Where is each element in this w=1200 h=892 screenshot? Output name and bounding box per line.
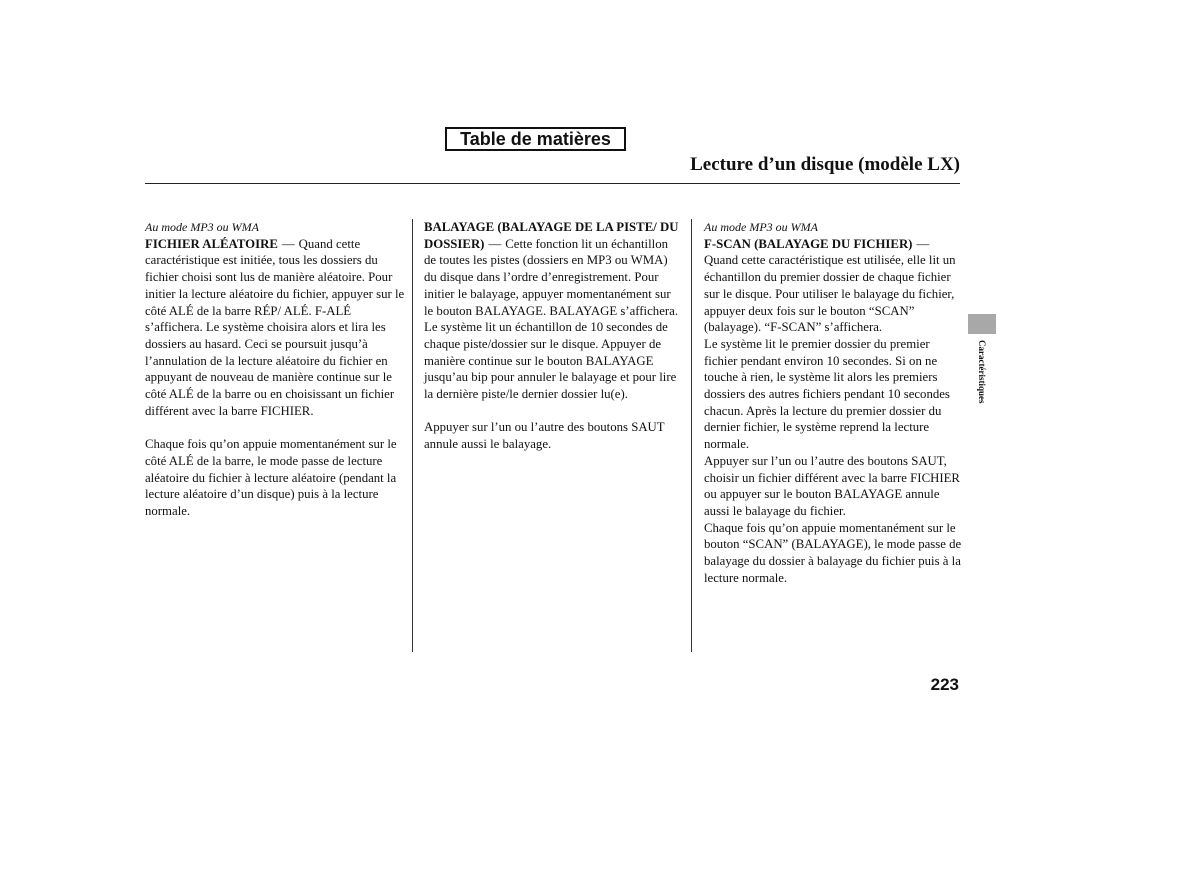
paragraph: Chaque fois qu’on appuie momentanément sur le côté ALÉ de la barre, le mode passe de lecture aléatoire du fichier à lecture aléatoire (pendant la lecture aléatoire d’un disque) puis à la lecture normale. — [145, 437, 397, 518]
column-1 — [145, 219, 407, 520]
mode-label: Au mode MP3 ou WMA — [145, 220, 259, 234]
column-2 — [424, 219, 682, 453]
paragraph: Appuyer sur l’un ou l’autre des boutons SAUT annule aussi le balayage. — [424, 420, 665, 452]
column-divider — [412, 219, 413, 652]
em-dash: — — [916, 236, 930, 251]
paragraph — [424, 219, 682, 403]
section-heading: F-SCAN (BALAYAGE DU FICHIER) — [704, 236, 913, 251]
paragraph — [704, 236, 962, 336]
table-of-contents-button[interactable]: Table de matières — [445, 127, 626, 151]
paragraph-text: Cette fonction lit un échantillon de toutes les pistes (dossiers en MP3 ou WMA) du disque dans l’ordre d’enregistrement. Pour initier le balayage, appuyer momentanément sur le bouton BALAYAGE. BALAYAGE s’affichera. Le système lit un échantillon de 10 secondes de chaque piste/dossier sur le disque. Appuyer de manière continue sur le bouton BALAYAGE jusqu’au bip pour annuler le balayage et pour lire la dernière piste/le dernier dossier lu(e). — [424, 236, 679, 402]
column-divider — [691, 219, 692, 652]
paragraph-text: Quand cette caractéristique est initiée, tous les dossiers du fichier choisi sont lus de manière aléatoire. Pour initier la lecture aléatoire du fichier, appuyer sur le côté ALÉ de la barre RÉP/ ALÉ. F-ALÉ s’affichera. Le système choisira alors et lira les dossiers au hasard. Ceci se poursuit jusqu’à l’annulation de la lecture aléatoire du fichier en appuyant de nouveau de manière continue sur le côté ALÉ de la barre ou en choisissant un fichier différent avec la barre FICHIER. — [145, 236, 405, 418]
header-divider — [145, 183, 960, 184]
paragraph: Chaque fois qu’on appuie momentanément sur le bouton “SCAN” (BALAYAGE), le mode passe de balayage du dossier à balayage du fichier puis à la lecture normale. — [704, 520, 962, 585]
paragraph: Appuyer sur l’un ou l’autre des boutons SAUT, choisir un fichier différent avec la barre FICHIER ou appuyer sur le bouton BALAYAGE annule aussi le balayage du fichier. — [704, 453, 960, 518]
paragraph — [145, 236, 407, 420]
section-heading: BALAYAGE (BALAYAGE DE LA PISTE/ DU DOSSIER) — [424, 220, 679, 251]
page-title: Lecture d’un disque (modèle LX) — [690, 154, 960, 175]
column-3 — [704, 219, 962, 586]
section-tab-label: Caractéristiques — [977, 340, 987, 404]
section-heading: FICHIER ALÉATOIRE — [145, 236, 278, 251]
mode-label: Au mode MP3 ou WMA — [704, 220, 818, 234]
em-dash: — — [488, 236, 502, 251]
section-tab[interactable] — [968, 314, 996, 334]
paragraph-text: Quand cette caractéristique est utilisée, elle lit un échantillon du premier dossier de chaque fichier sur le disque. Pour utiliser le balayage du fichier, appuyer deux fois sur le bouton “SCAN” (balayage). “F-SCAN” s’affichera. — [704, 253, 956, 335]
page-number: 223 — [930, 675, 959, 694]
paragraph: Le système lit le premier dossier du premier fichier pendant environ 10 secondes. Si on ne touche à rien, le système lit alors les premiers dossiers des autres fichiers pendant 10 secondes chacun. Après la lecture du premier dossier du dernier fichier, le système reprend la lecture normale. — [704, 336, 950, 452]
em-dash: — — [281, 236, 295, 251]
